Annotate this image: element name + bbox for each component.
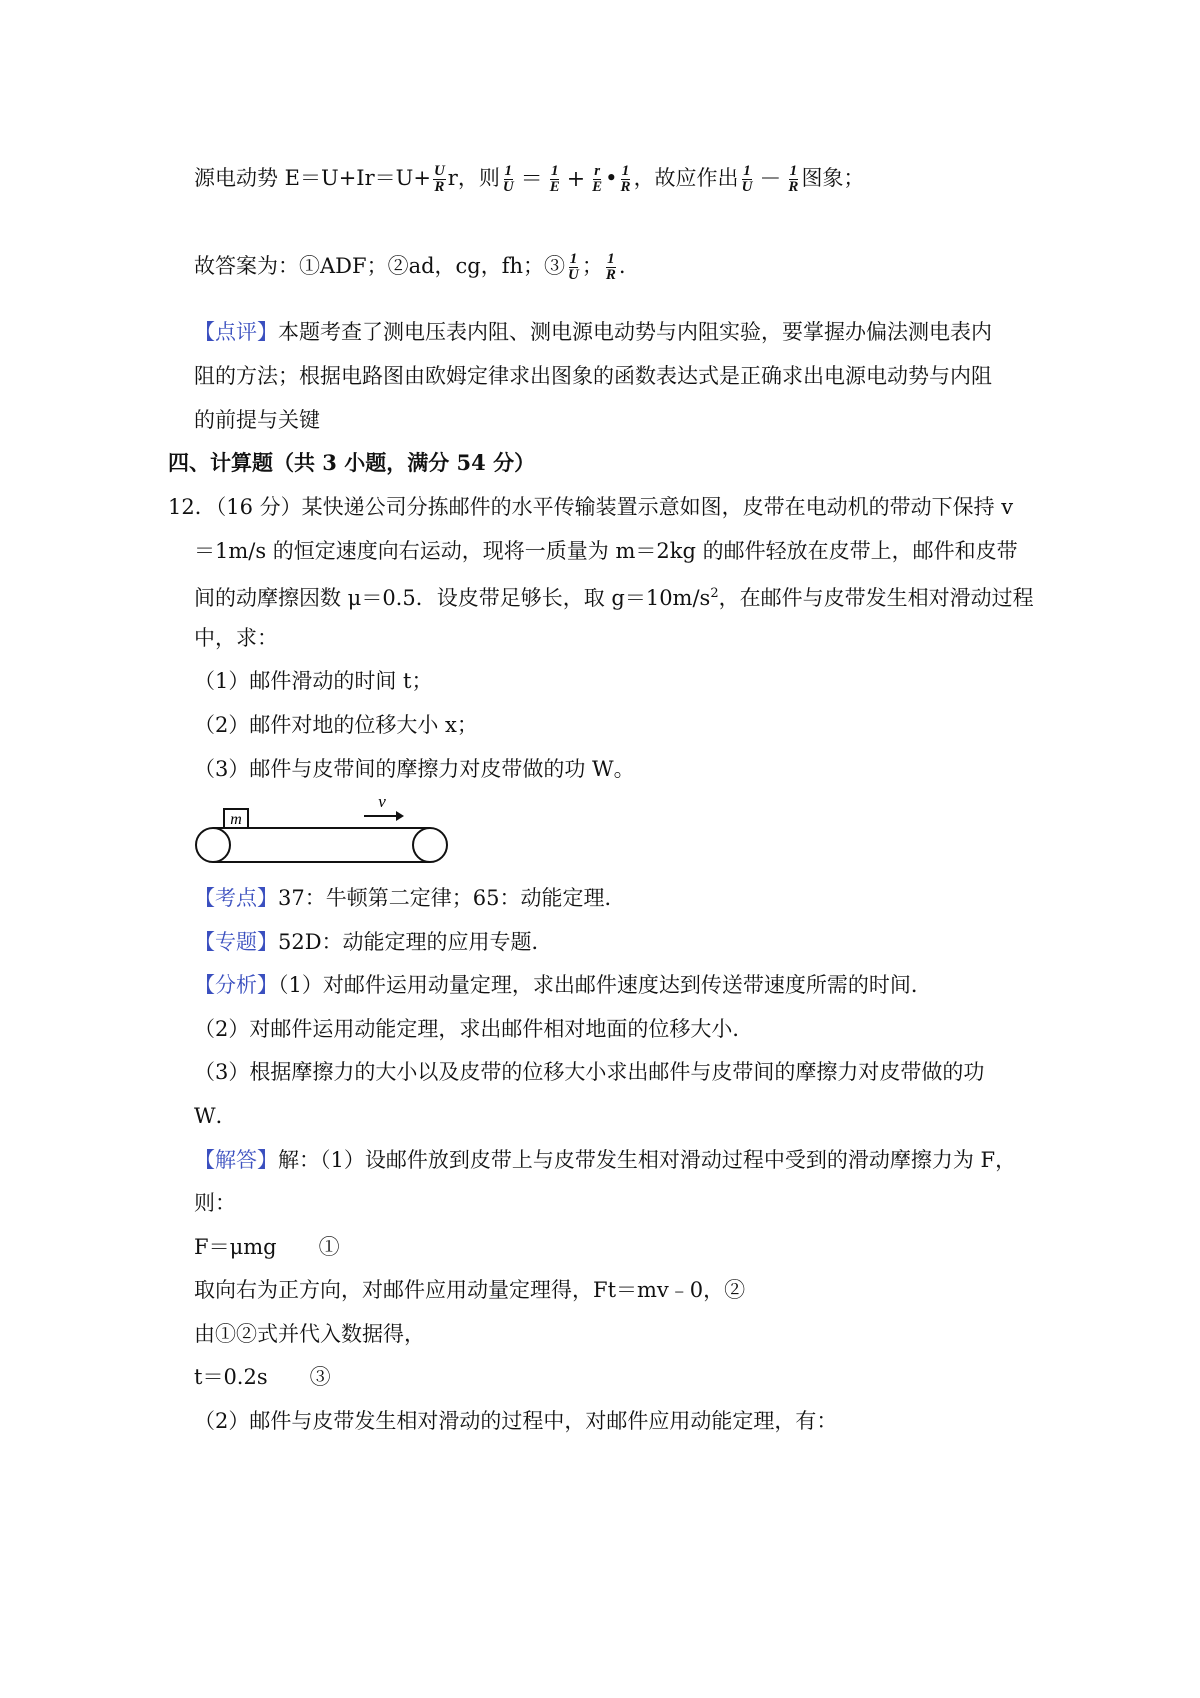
question-12-line-3 xyxy=(194,580,1034,612)
mail-package xyxy=(224,809,248,828)
jieda-tag: 【解答】 xyxy=(194,1148,278,1172)
conveyor-belt-figure xyxy=(192,792,454,868)
right-pulley xyxy=(413,828,447,862)
question-12-line-2: ＝1m/s 的恒定速度向右运动，现将一质量为 m＝2kg 的邮件轻放在皮带上，邮件和皮带 xyxy=(194,539,1018,563)
fenxi-line-1 xyxy=(194,971,932,999)
comment-tag: 【点评】 xyxy=(194,320,278,344)
kaodian-tag: 【考点】 xyxy=(194,886,278,910)
jieda-line-3: F＝μmg ① xyxy=(194,1235,340,1259)
formula-mid2: ，故应作出 xyxy=(633,166,739,190)
left-pulley xyxy=(196,828,230,862)
answer-separator: ； xyxy=(581,254,603,278)
comment-line-2: 阻的方法；根据电路图由欧姆定律求出图象的函数表达式是正确求出电源电动势与内阻 xyxy=(194,364,992,388)
superscript-2: 2 xyxy=(710,586,719,601)
formula-line-emf xyxy=(194,164,864,195)
mass-label: m xyxy=(230,811,242,828)
fraction-1-over-e: $\frac{1}{E}$ xyxy=(549,163,560,195)
fenxi-text-1: （1）对邮件运用动量定理，求出邮件速度达到传送带速度所需的时间． xyxy=(278,973,932,997)
answer-fraction-1-over-u: $\frac{1}{U}$ xyxy=(568,251,579,283)
fraction-1-over-u-axis: $\frac{1}{U}$ xyxy=(741,163,753,195)
zhuanti-tag: 【专题】 xyxy=(194,930,278,954)
dot-operator: • xyxy=(605,166,618,190)
plus-sign: + xyxy=(566,166,586,192)
section-heading: 四、计算题（共 3 小题，满分 54 分） xyxy=(168,450,536,475)
jieda-line-1 xyxy=(194,1146,1016,1174)
kaodian-text: 37：牛顿第二定律；65：动能定理． xyxy=(278,886,626,910)
question-12-line-4: 中，求： xyxy=(194,626,278,650)
comment-line-1 xyxy=(194,318,992,346)
question-12-line-3b: ，在邮件与皮带发生相对滑动过程 xyxy=(718,586,1034,610)
fenxi-line-3: （3）根据摩擦力的大小以及皮带的位移大小求出邮件与皮带间的摩擦力对皮带做的功 xyxy=(194,1060,985,1084)
comment-text-1: 本题考查了测电压表内阻、测电源电动势与内阻实验，要掌握办偏法测电表内 xyxy=(278,320,992,344)
fraction-1-over-r: $\frac{1}{R}$ xyxy=(620,163,631,195)
jieda-line-6: t＝0.2s ③ xyxy=(194,1365,331,1389)
zhuanti-line xyxy=(194,928,553,956)
formula-mid1: r，则 xyxy=(447,166,500,190)
jieda-line-4: 取向右为正方向，对邮件应用动量定理得，Ft＝mv﹣0，② xyxy=(194,1278,746,1302)
fenxi-line-4: W． xyxy=(194,1104,237,1128)
fraction-r-over-e: $\frac{r}{E}$ xyxy=(592,163,603,195)
question-12-line-3a: 间的动摩擦因数 μ＝0.5．设皮带足够长，取 g＝10m/s xyxy=(194,586,711,610)
jieda-line-7: （2）邮件与皮带发生相对滑动的过程中，对邮件应用动能定理，有： xyxy=(194,1409,838,1433)
comment-line-3: 的前提与关键 xyxy=(194,408,320,432)
fenxi-tag: 【分析】 xyxy=(194,973,278,997)
answer-end: . xyxy=(618,254,626,278)
sub-question-2: （2）邮件对地的位移大小 x； xyxy=(194,713,478,737)
jieda-line-2: 则： xyxy=(194,1191,236,1215)
minus-sign: － xyxy=(759,166,782,192)
equals-sign: ＝ xyxy=(520,166,543,192)
jieda-line-5: 由①②式并代入数据得， xyxy=(194,1322,425,1346)
formula-prefix: 源电动势 E＝U+Ir＝U+ xyxy=(194,166,431,190)
fraction-1-over-u: $\frac{1}{U}$ xyxy=(502,163,514,195)
fraction-1-over-r-axis: $\frac{1}{R}$ xyxy=(788,163,799,195)
jieda-text-1: 解：（1）设邮件放到皮带上与皮带发生相对滑动过程中受到的滑动摩擦力为 F， xyxy=(278,1148,1017,1172)
fenxi-line-2: （2）对邮件运用动能定理，求出邮件相对地面的位移大小． xyxy=(194,1017,754,1041)
fraction-u-over-r: $\frac{U}{R}$ xyxy=(433,163,445,195)
answer-line xyxy=(194,252,626,283)
formula-suffix: 图象； xyxy=(801,166,865,190)
sub-question-1: （1）邮件滑动的时间 t； xyxy=(194,669,433,693)
answer-fraction-1-over-r: $\frac{1}{R}$ xyxy=(605,251,616,283)
velocity-arrow xyxy=(364,792,404,821)
answer-prefix: 故答案为：①ADF；②ad，cg，fh；③ xyxy=(194,254,566,278)
belt xyxy=(213,828,430,862)
question-12-line-1: 12．（16 分）某快递公司分拣邮件的水平传输装置示意如图，皮带在电动机的带动下保持 v xyxy=(168,495,1014,519)
velocity-label: v xyxy=(378,792,386,811)
sub-question-3: （3）邮件与皮带间的摩擦力对皮带做的功 W。 xyxy=(194,757,635,781)
zhuanti-text: 52D：动能定理的应用专题． xyxy=(278,930,553,954)
kaodian-line xyxy=(194,884,625,912)
